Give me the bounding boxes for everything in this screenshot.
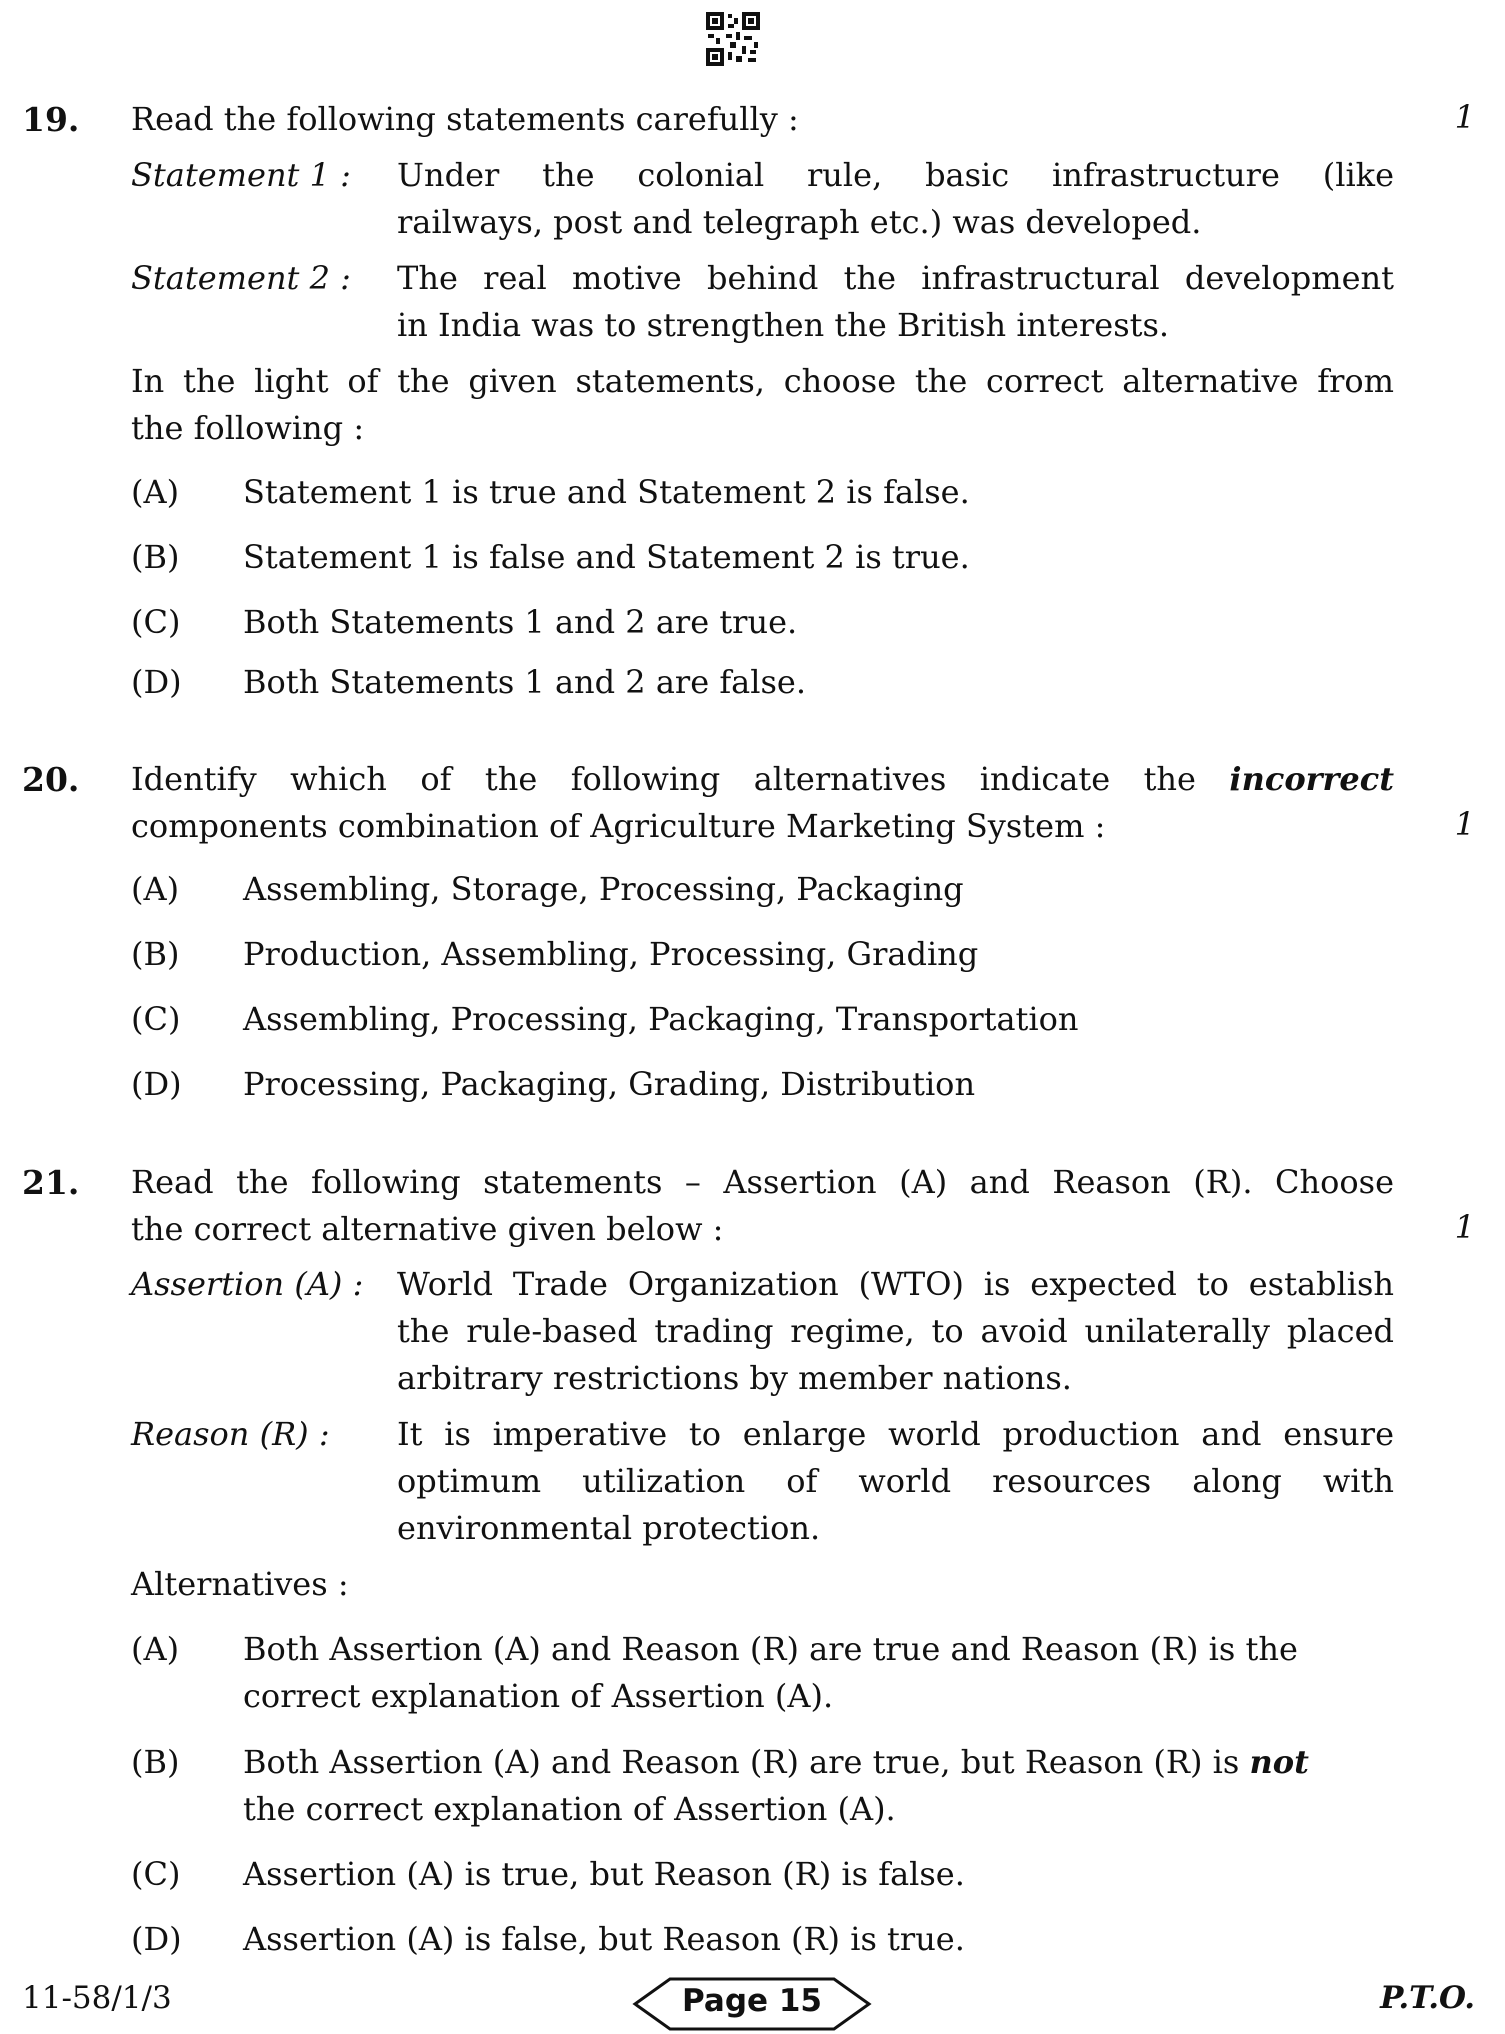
statement-text: The real motive behind the infrastructural development [397,259,1394,297]
option-text: Assembling, Storage, Processing, Packaging [243,870,964,908]
option-label: (B) [131,1743,180,1781]
option-text: Statement 1 is false and Statement 2 is true. [243,538,970,576]
option-text: Processing, Packaging, Grading, Distribution [243,1065,976,1103]
option-label: (B) [131,935,180,973]
option-label: (A) [131,1630,180,1668]
question-stem: Identify which of the following alternatives indicate the incorrect [131,760,1395,798]
assertion-text: the rule-based trading regime, to avoid unilaterally placed [397,1312,1394,1350]
option-text: Both Statements 1 and 2 are true. [243,603,798,641]
page-number: Page 15 [682,1983,822,2019]
assertion-label: Assertion (A) : [131,1265,364,1303]
option-text: Assembling, Processing, Packaging, Transportation [243,1000,1079,1038]
option-label: (D) [131,663,182,701]
statement-text: in India was to strengthen the British interests. [397,306,1170,344]
qr-code-icon [706,12,760,66]
option-text: correct explanation of Assertion (A). [243,1677,834,1715]
page-number-badge [632,1975,872,2033]
question-stem: Read the following statements – Assertion (A) and Reason (R). Choose [131,1163,1394,1201]
question-stem: components combination of Agriculture Marketing System : [131,807,1106,845]
option-label: (C) [131,1000,181,1038]
question-number: 21. [22,1163,80,1202]
option-label: (C) [131,1855,181,1893]
option-label: (B) [131,538,180,576]
pto-label: P.T.O. [1380,1980,1475,2016]
option-label: (A) [131,473,180,511]
question-marks: 1 [1454,98,1475,136]
option-label: (C) [131,603,181,641]
statement-label: Statement 1 : [131,156,351,194]
assertion-text: World Trade Organization (WTO) is expected to establish [397,1265,1394,1303]
option-text: the correct explanation of Assertion (A). [243,1790,896,1828]
question-instruction: the following : [131,409,365,447]
statement-label: Statement 2 : [131,259,351,297]
statement-text: Under the colonial rule, basic infrastructure (like [397,156,1394,194]
alternatives-label: Alternatives : [131,1565,349,1603]
reason-text: environmental protection. [397,1509,821,1547]
paper-code: 11-58/1/3 [22,1980,172,2016]
emphasis-text: not [1249,1743,1309,1781]
option-text: Assertion (A) is false, but Reason (R) is true. [243,1920,965,1958]
option-text: Both Statements 1 and 2 are false. [243,663,806,701]
option-text: Production, Assembling, Processing, Grading [243,935,979,973]
reason-text: optimum utilization of world resources along with [397,1462,1394,1500]
option-label: (A) [131,870,180,908]
reason-text: It is imperative to enlarge world production and ensure [397,1415,1394,1453]
reason-label: Reason (R) : [131,1415,330,1453]
assertion-text: arbitrary restrictions by member nations. [397,1359,1072,1397]
question-stem: the correct alternative given below : [131,1210,724,1248]
question-number: 20. [22,760,80,799]
emphasis-text: incorrect [1229,760,1395,798]
question-stem: Read the following statements carefully : [131,100,799,138]
statement-text: railways, post and telegraph etc.) was developed. [397,203,1202,241]
option-text: Assertion (A) is true, but Reason (R) is false. [243,1855,965,1893]
option-label: (D) [131,1920,182,1958]
option-text: Both Assertion (A) and Reason (R) are true and Reason (R) is the [243,1630,1298,1668]
question-number: 19. [22,100,80,139]
option-text: Both Assertion (A) and Reason (R) are true, but Reason (R) is not [243,1743,1309,1781]
option-text: Statement 1 is true and Statement 2 is false. [243,473,970,511]
question-marks: 1 [1454,1208,1475,1246]
question-instruction: In the light of the given statements, choose the correct alternative from [131,362,1394,400]
question-marks: 1 [1454,805,1475,843]
option-label: (D) [131,1065,182,1103]
